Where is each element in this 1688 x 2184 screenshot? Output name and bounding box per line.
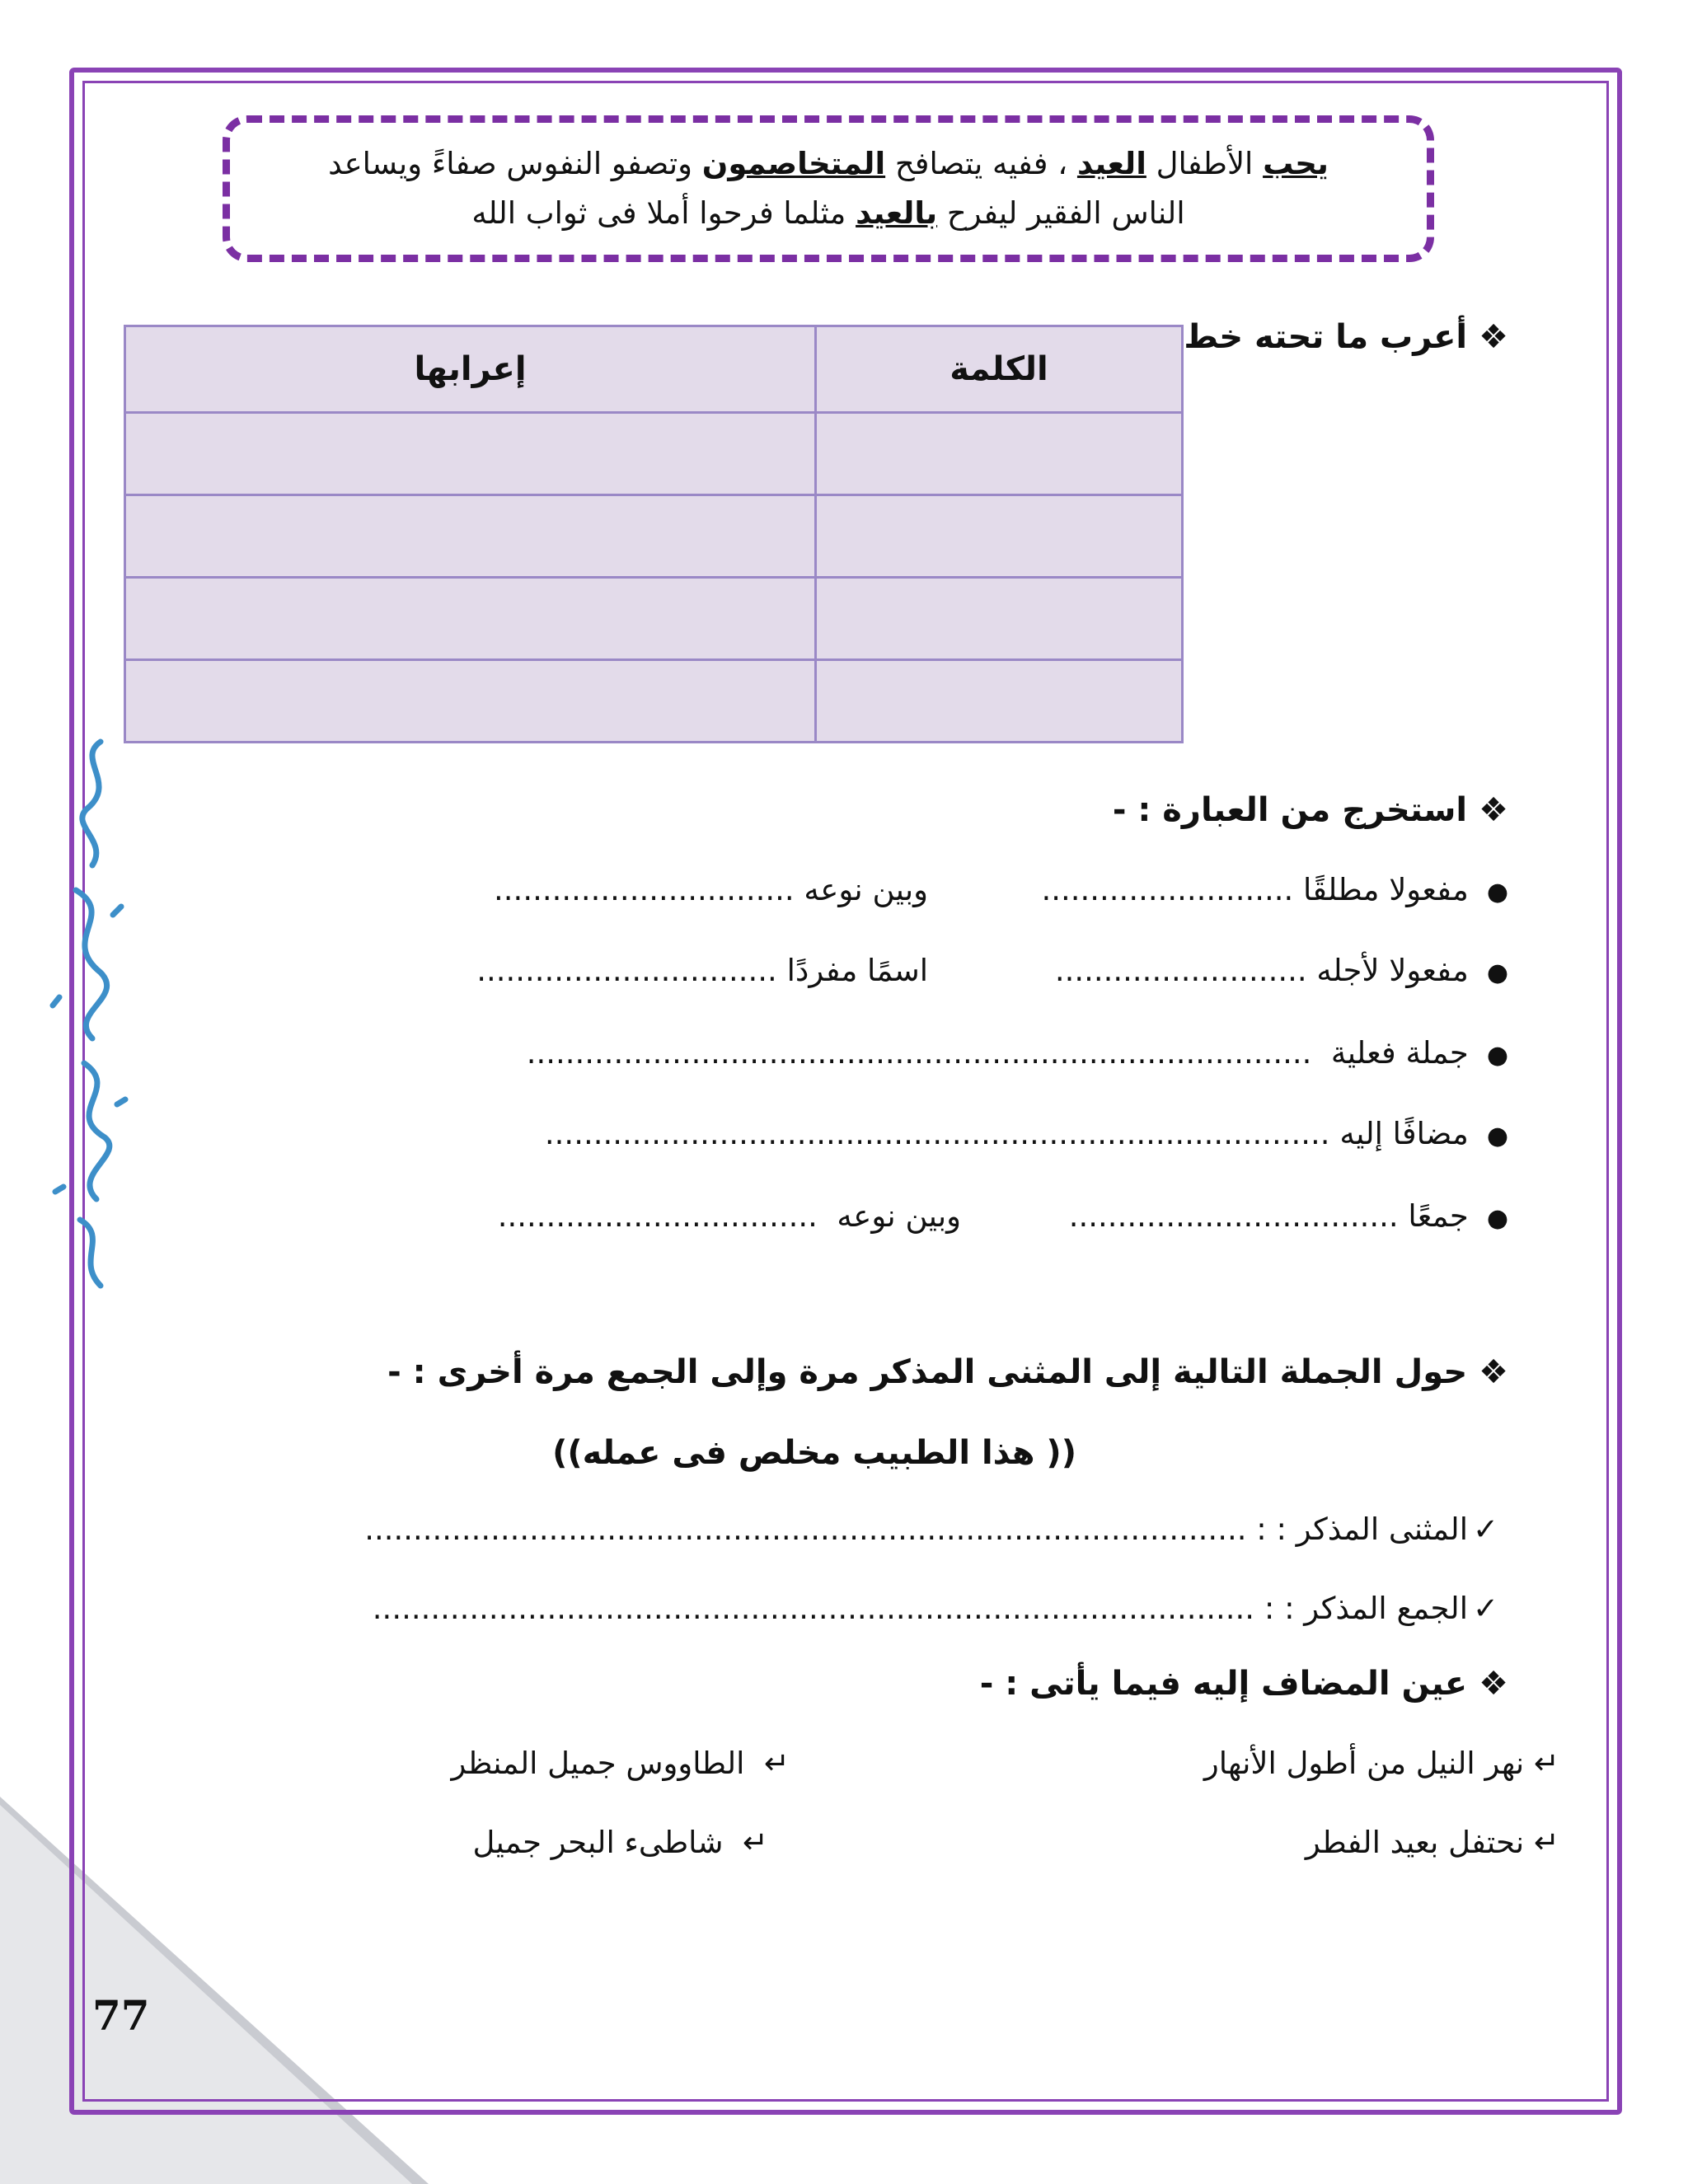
q2-item [527, 1035, 1508, 1071]
q4-item-text: نحتفل بعيد الفطر [1305, 1825, 1525, 1860]
q4-item [1306, 1825, 1559, 1860]
irab-table [124, 325, 1184, 743]
q2-item [1055, 953, 1508, 988]
return-arrow-icon: ↵ [1533, 1825, 1559, 1860]
irab-cell[interactable] [125, 660, 816, 743]
q2-item-part2 [476, 953, 928, 988]
table-row [125, 578, 1183, 660]
table-row [125, 660, 1183, 743]
answer-blank[interactable]: ................................. [497, 1198, 818, 1234]
q2-item [1041, 872, 1508, 907]
q4-item [473, 1825, 769, 1860]
passage-text: ، ففيه يتصافح [885, 146, 1077, 181]
q3-sentence: (( هذا الطبيب مخلص فى عمله)) [552, 1434, 1076, 1472]
q1-heading-text: أعرب ما تحته خط [1184, 318, 1468, 356]
item-label: وبين نوعه [804, 872, 928, 907]
bullet-dot-icon: ● [1486, 878, 1508, 907]
irab-cell[interactable] [125, 413, 816, 495]
irab-cell[interactable] [125, 578, 816, 660]
answer-blank[interactable]: ........................................................................................... [364, 1511, 1247, 1547]
q3-answer-line [364, 1511, 1498, 1547]
author-signature [43, 725, 134, 1302]
q4-heading [980, 1665, 1508, 1703]
answer-label: الجمع المذكر : : [1264, 1591, 1468, 1626]
q2-item-part2 [498, 1198, 961, 1234]
underlined-word: بالعيد [856, 195, 938, 231]
return-arrow-icon: ↵ [763, 1746, 790, 1781]
answer-blank[interactable]: ................................................................................. [544, 1116, 1330, 1151]
answer-blank[interactable]: ........................................................................................... [372, 1591, 1255, 1626]
passage-line-1 [328, 139, 1329, 189]
answer-blank[interactable]: ............................... [476, 953, 777, 988]
q2-heading [1113, 791, 1508, 829]
q4-item [452, 1746, 790, 1781]
answer-blank[interactable]: ............................... [494, 872, 795, 907]
answer-blank[interactable]: .......................... [1041, 872, 1294, 907]
word-cell[interactable] [816, 495, 1183, 578]
item-label: مفعولا مطلقًا [1303, 872, 1469, 907]
passage-text: الناس الفقير ليفرح [937, 195, 1185, 231]
diamond-bullet-icon: ❖ [1479, 791, 1508, 829]
col-header-word: الكلمة [816, 326, 1183, 413]
item-label: مضافًا إليه [1339, 1116, 1469, 1151]
passage-box [223, 115, 1434, 262]
item-label: اسمًا مفردًا [786, 953, 928, 988]
q3-answer-line [373, 1591, 1498, 1626]
q4-item-text: نهر النيل من أطول الأنهار [1203, 1746, 1525, 1781]
diamond-bullet-icon: ❖ [1479, 318, 1508, 356]
answer-blank[interactable]: ................................................................................. [526, 1035, 1312, 1071]
check-mark-icon: ✓ [1472, 1591, 1498, 1626]
item-label: جملة فعلية [1330, 1035, 1469, 1071]
underlined-word: المتخاصمون [701, 146, 886, 181]
diamond-bullet-icon: ❖ [1479, 1665, 1508, 1703]
return-arrow-icon: ↵ [1533, 1746, 1559, 1781]
bullet-dot-icon: ● [1486, 1041, 1508, 1070]
word-cell[interactable] [816, 578, 1183, 660]
item-label: جمعًا [1408, 1198, 1469, 1234]
passage-text: وتصفو النفوس صفاءً ويساعد [328, 146, 702, 181]
check-mark-icon: ✓ [1472, 1511, 1498, 1547]
q3-heading-text: حول الجملة التالية إلى المثنى المذكر مرة وإلى الجمع مرة أخرى : - [387, 1353, 1468, 1391]
passage-text: مثلما فرحوا أملا فى ثواب الله [471, 195, 856, 231]
q1-heading [1184, 318, 1508, 356]
q4-heading-text: عين المضاف إليه فيما يأتى : - [979, 1665, 1468, 1703]
col-header-irab: إعرابها [125, 326, 816, 413]
q4-item-text: شاطىء البحر جميل [472, 1825, 724, 1860]
table-row [125, 495, 1183, 578]
answer-label: المثنى المذكر : : [1256, 1511, 1468, 1547]
underlined-word: يحب [1263, 146, 1329, 181]
item-label: وبين نوعه [837, 1198, 961, 1234]
q4-item-text: الطاووس جميل المنظر [451, 1746, 745, 1781]
return-arrow-icon: ↵ [742, 1825, 768, 1860]
word-cell[interactable] [816, 660, 1183, 743]
underlined-word: العيد [1076, 146, 1146, 181]
answer-blank[interactable]: .......................... [1054, 953, 1307, 988]
table-row [125, 413, 1183, 495]
page-number: 77 [92, 1991, 150, 2040]
q2-item [1069, 1198, 1508, 1234]
q2-item-part2 [494, 872, 928, 907]
q2-item [545, 1116, 1508, 1151]
bullet-dot-icon: ● [1486, 1122, 1508, 1151]
bullet-dot-icon: ● [1486, 958, 1508, 987]
passage-text: الأطفال [1146, 146, 1264, 181]
item-label: مفعولا لأجله [1316, 953, 1469, 988]
irab-cell[interactable] [125, 495, 816, 578]
q2-heading-text: استخرج من العبارة : - [1112, 791, 1468, 829]
passage-line-2 [471, 189, 1184, 238]
q3-heading [387, 1353, 1508, 1391]
table-header-row [125, 326, 1183, 413]
bullet-dot-icon: ● [1486, 1204, 1508, 1233]
word-cell[interactable] [816, 413, 1183, 495]
answer-blank[interactable]: .................................. [1068, 1198, 1399, 1234]
q4-item [1204, 1746, 1559, 1781]
diamond-bullet-icon: ❖ [1479, 1353, 1508, 1391]
